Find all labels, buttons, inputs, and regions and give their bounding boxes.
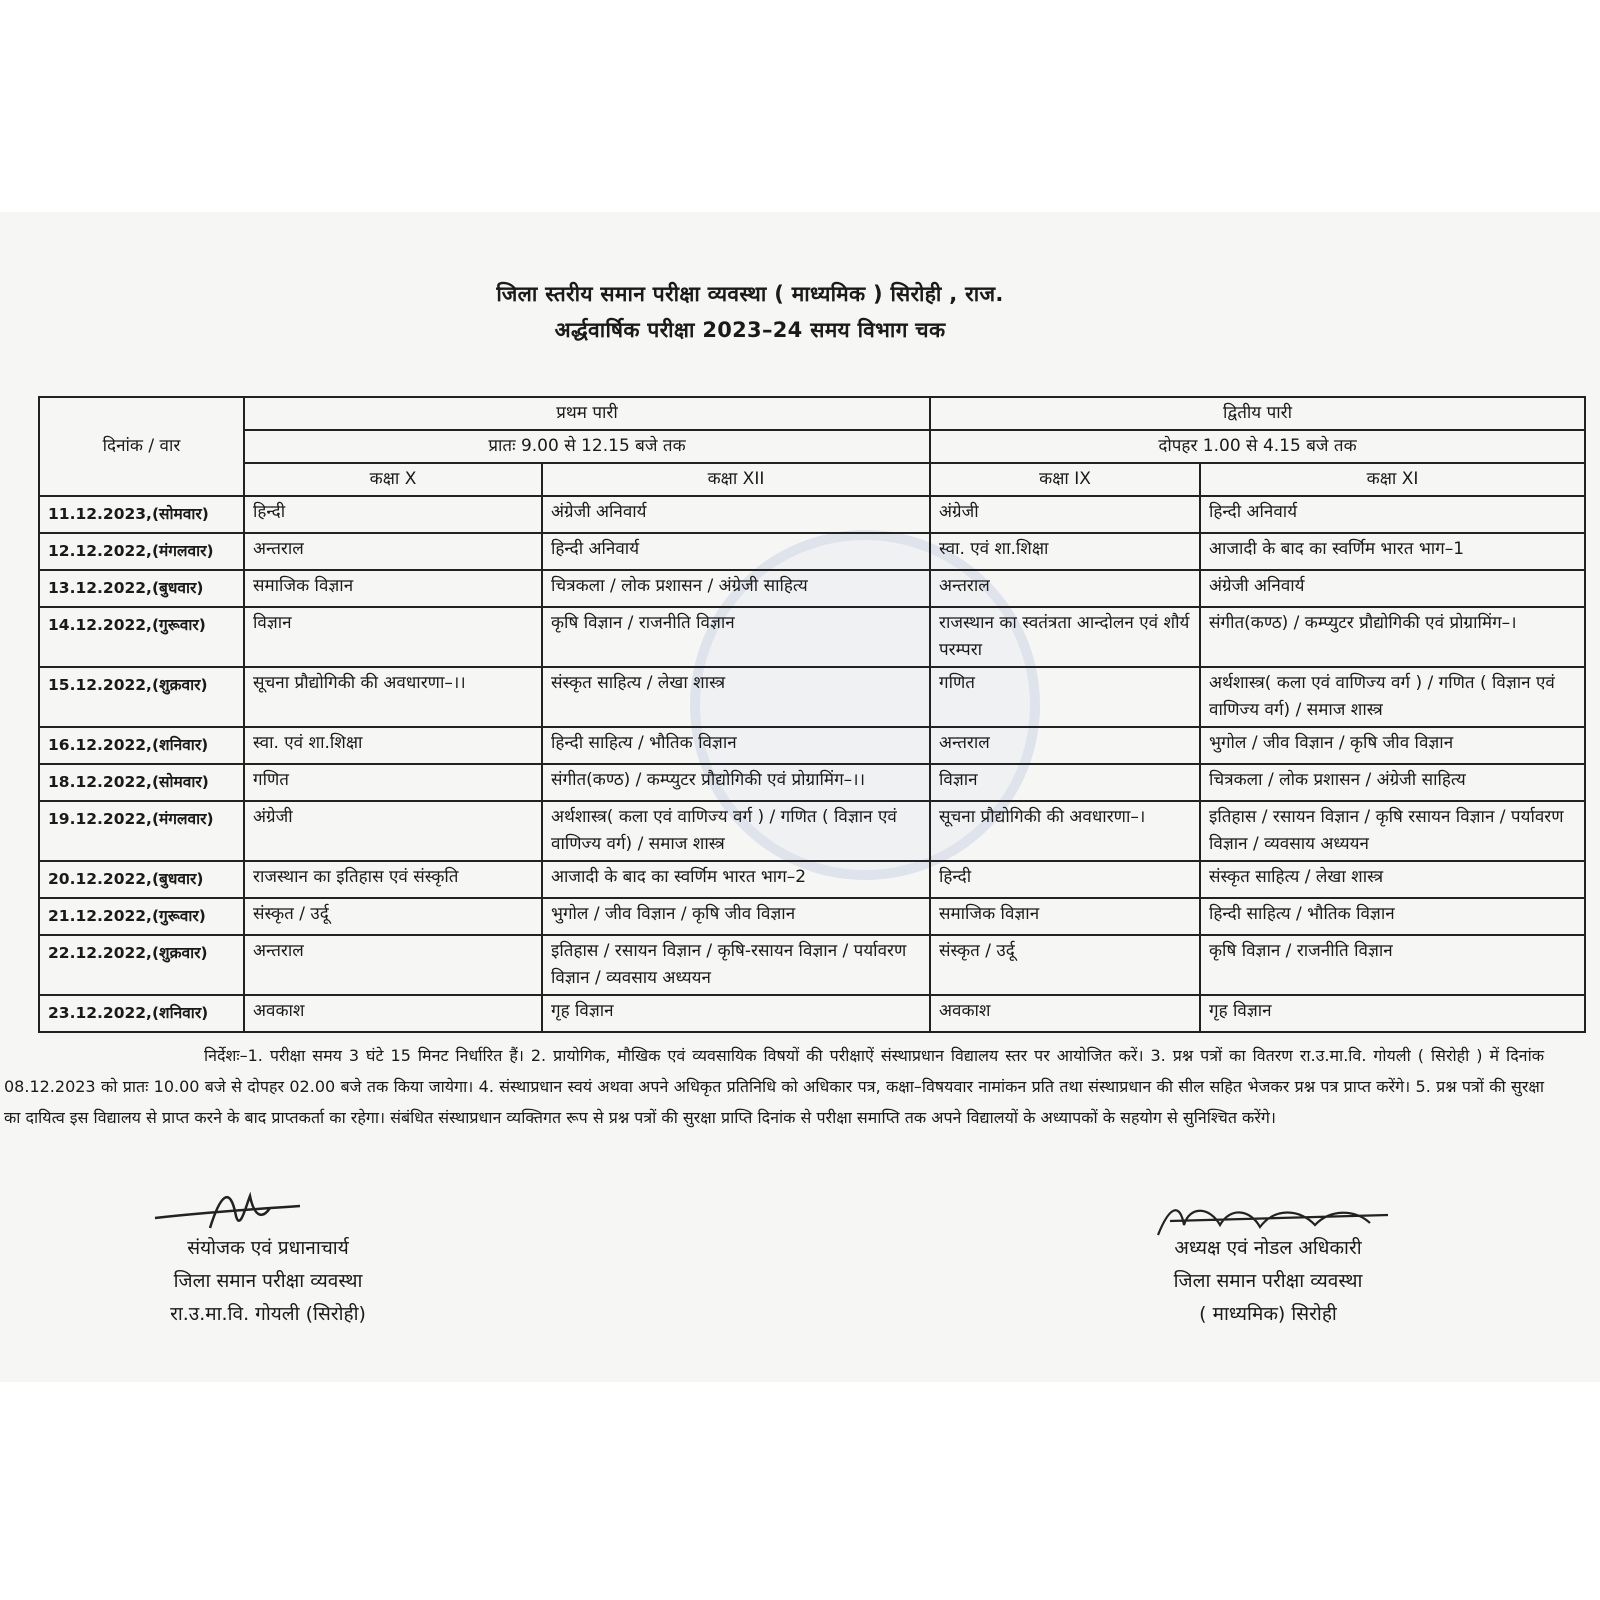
class-xii-cell: कृषि विज्ञान / राजनीति विज्ञान bbox=[542, 607, 930, 667]
class-xii-cell: अर्थशास्त्र( कला एवं वाणिज्य वर्ग ) / गणित ( विज्ञान एवं वाणिज्य वर्ग) / समाज शास्त्र bbox=[542, 801, 930, 861]
date-cell: 13.12.2022,(बुधवार) bbox=[39, 570, 244, 607]
table-row bbox=[39, 764, 1585, 801]
class-x-cell: राजस्थान का इतिहास एवं संस्कृति bbox=[244, 861, 542, 898]
class-xi-cell: हिन्दी अनिवार्य bbox=[1200, 496, 1585, 533]
class-x-cell: हिन्दी bbox=[244, 496, 542, 533]
class-xii-cell: संस्कृत साहित्य / लेखा शास्त्र bbox=[542, 667, 930, 727]
class-xi-header: कक्षा XI bbox=[1200, 463, 1585, 496]
date-cell: 19.12.2022,(मंगलवार) bbox=[39, 801, 244, 861]
class-x-cell: अंग्रेजी bbox=[244, 801, 542, 861]
table-row bbox=[39, 727, 1585, 764]
right-signatory-block bbox=[1118, 1232, 1418, 1331]
right-signatory-line: जिला समान परीक्षा व्यवस्था bbox=[1173, 1270, 1363, 1292]
date-header: दिनांक / वार bbox=[39, 397, 244, 496]
class-x-cell: संस्कृत / उर्दू bbox=[244, 898, 542, 935]
class-x-cell: अन्तराल bbox=[244, 935, 542, 995]
table-row bbox=[39, 935, 1585, 995]
class-xii-cell: हिन्दी साहित्य / भौतिक विज्ञान bbox=[542, 727, 930, 764]
class-xii-cell: अंग्रेजी अनिवार्य bbox=[542, 496, 930, 533]
class-ix-cell: सूचना प्रौद्योगिकी की अवधारणा–। bbox=[930, 801, 1200, 861]
date-cell: 16.12.2022,(शनिवार) bbox=[39, 727, 244, 764]
class-ix-cell: संस्कृत / उर्दू bbox=[930, 935, 1200, 995]
table-row bbox=[39, 607, 1585, 667]
class-xi-cell: इतिहास / रसायन विज्ञान / कृषि रसायन विज्ञान / पर्यावरण विज्ञान / व्यवसाय अध्ययन bbox=[1200, 801, 1585, 861]
class-xi-cell: भुगोल / जीव विज्ञान / कृषि जीव विज्ञान bbox=[1200, 727, 1585, 764]
class-ix-cell: समाजिक विज्ञान bbox=[930, 898, 1200, 935]
date-cell: 18.12.2022,(सोमवार) bbox=[39, 764, 244, 801]
class-xii-cell: चित्रकला / लोक प्रशासन / अंग्रेजी साहित्य bbox=[542, 570, 930, 607]
class-xi-cell: संगीत(कण्ठ) / कम्प्युटर प्रौद्योगिकी एवं प्रोग्रामिंग–। bbox=[1200, 607, 1585, 667]
class-xii-cell: संगीत(कण्ठ) / कम्प्युटर प्रौद्योगिकी एवं प्रोग्रामिंग–।। bbox=[542, 764, 930, 801]
left-signatory-line: संयोजक एवं प्रधानाचार्य bbox=[187, 1237, 349, 1259]
class-xi-cell: चित्रकला / लोक प्रशासन / अंग्रेजी साहित्य bbox=[1200, 764, 1585, 801]
class-xi-cell: आजादी के बाद का स्वर्णिम भारत भाग–1 bbox=[1200, 533, 1585, 570]
class-xi-cell: कृषि विज्ञान / राजनीति विज्ञान bbox=[1200, 935, 1585, 995]
class-x-cell: विज्ञान bbox=[244, 607, 542, 667]
class-x-cell: समाजिक विज्ञान bbox=[244, 570, 542, 607]
class-xi-cell: हिन्दी साहित्य / भौतिक विज्ञान bbox=[1200, 898, 1585, 935]
date-cell: 20.12.2022,(बुधवार) bbox=[39, 861, 244, 898]
shift2-time: दोपहर 1.00 से 4.15 बजे तक bbox=[930, 430, 1585, 463]
class-xii-cell: आजादी के बाद का स्वर्णिम भारत भाग–2 bbox=[542, 861, 930, 898]
class-ix-header: कक्षा IX bbox=[930, 463, 1200, 496]
class-xii-cell: भुगोल / जीव विज्ञान / कृषि जीव विज्ञान bbox=[542, 898, 930, 935]
table-row bbox=[39, 667, 1585, 727]
date-cell: 14.12.2022,(गुरूवार) bbox=[39, 607, 244, 667]
class-xi-cell: गृह विज्ञान bbox=[1200, 995, 1585, 1032]
class-xi-cell: अंग्रेजी अनिवार्य bbox=[1200, 570, 1585, 607]
class-ix-cell: अन्तराल bbox=[930, 570, 1200, 607]
table-row bbox=[39, 533, 1585, 570]
table-row bbox=[39, 995, 1585, 1032]
exam-timetable bbox=[38, 396, 1586, 1033]
class-xi-cell: अर्थशास्त्र( कला एवं वाणिज्य वर्ग ) / गणित ( विज्ञान एवं वाणिज्य वर्ग) / समाज शास्त्र bbox=[1200, 667, 1585, 727]
right-signatory-line: अध्यक्ष एवं नोडल अधिकारी bbox=[1174, 1237, 1362, 1259]
class-ix-cell: स्वा. एवं शा.शिक्षा bbox=[930, 533, 1200, 570]
date-cell: 23.12.2022,(शनिवार) bbox=[39, 995, 244, 1032]
class-x-cell: गणित bbox=[244, 764, 542, 801]
table-row bbox=[39, 898, 1585, 935]
shift1-label: प्रथम पारी bbox=[244, 397, 930, 430]
shift2-label: द्वितीय पारी bbox=[930, 397, 1585, 430]
table-row bbox=[39, 496, 1585, 533]
table-row bbox=[39, 801, 1585, 861]
class-xii-cell: इतिहास / रसायन विज्ञान / कृषि-रसायन विज्ञान / पर्यावरण विज्ञान / व्यवसाय अध्ययन bbox=[542, 935, 930, 995]
date-cell: 22.12.2022,(शुक्रवार) bbox=[39, 935, 244, 995]
class-ix-cell: अन्तराल bbox=[930, 727, 1200, 764]
shift1-time: प्रातः 9.00 से 12.15 बजे तक bbox=[244, 430, 930, 463]
table-row bbox=[39, 861, 1585, 898]
left-signatory-line: जिला समान परीक्षा व्यवस्था bbox=[173, 1270, 363, 1292]
table-row bbox=[39, 570, 1585, 607]
date-cell: 12.12.2022,(मंगलवार) bbox=[39, 533, 244, 570]
class-ix-cell: विज्ञान bbox=[930, 764, 1200, 801]
class-x-cell: सूचना प्रौद्योगिकी की अवधारणा–।। bbox=[244, 667, 542, 727]
class-xii-header: कक्षा XII bbox=[542, 463, 930, 496]
class-ix-cell: हिन्दी bbox=[930, 861, 1200, 898]
class-xi-cell: संस्कृत साहित्य / लेखा शास्त्र bbox=[1200, 861, 1585, 898]
class-xii-cell: गृह विज्ञान bbox=[542, 995, 930, 1032]
left-signatory-block bbox=[118, 1232, 418, 1331]
class-x-cell: स्वा. एवं शा.शिक्षा bbox=[244, 727, 542, 764]
class-x-header: कक्षा X bbox=[244, 463, 542, 496]
date-cell: 11.12.2023,(सोमवार) bbox=[39, 496, 244, 533]
right-signatory-line: ( माध्यमिक) सिरोही bbox=[1199, 1303, 1337, 1325]
class-ix-cell: अवकाश bbox=[930, 995, 1200, 1032]
class-ix-cell: राजस्थान का स्वतंत्रता आन्दोलन एवं शौर्य परम्परा bbox=[930, 607, 1200, 667]
left-signature bbox=[150, 1176, 310, 1236]
class-xii-cell: हिन्दी अनिवार्य bbox=[542, 533, 930, 570]
instructions-paragraph: निर्देशः–1. परीक्षा समय 3 घंटे 15 मिनट निर्धारित हैं। 2. प्रायोगिक, मौखिक एवं व्यवसायिक विषयों की परीक्षाऐं संस्थाप्रधान विद्यालय स्तर पर आयोजित करें। 3. प्रश्न पत्रों का वितरण रा.उ.मा.वि. गोयली ( सिरोही ) में दिनांक 08.12.2023 को प्रातः 10.00 बजे से दोपहर 02.00 बजे तक किया जायेगा। 4. संस्थाप्रधान स्वयं अथवा अपने अधिकृत प्रतिनिधि को अधिकार पत्र, कक्षा–विषयवार नामांकन प्रति तथा संस्थाप्रधान की सील सहित भेजकर प्रश्न पत्र प्राप्त करेंगे। 5. प्रश्न पत्रों की सुरक्षा का दायित्व इस विद्यालय से प्राप्त करने के बाद प्राप्तकर्ता का रहेगा। संबंधित संस्थाप्रधान व्यक्तिगत रूप से प्रश्न पत्रों की सुरक्षा प्राप्ति दिनांक से परीक्षा समाप्ति तक अपने विद्यालयों के अध्यापकों के सहयोग से सुनिश्चित करेंगे। bbox=[4, 1046, 1544, 1127]
class-x-cell: अवकाश bbox=[244, 995, 542, 1032]
left-signatory-line: रा.उ.मा.वि. गोयली (सिरोही) bbox=[170, 1303, 366, 1325]
class-ix-cell: अंग्रेजी bbox=[930, 496, 1200, 533]
class-x-cell: अन्तराल bbox=[244, 533, 542, 570]
class-ix-cell: गणित bbox=[930, 667, 1200, 727]
document-subtitle: अर्द्धवार्षिक परीक्षा 2023–24 समय विभाग चक bbox=[554, 318, 946, 342]
date-cell: 15.12.2022,(शुक्रवार) bbox=[39, 667, 244, 727]
date-cell: 21.12.2022,(गुरूवार) bbox=[39, 898, 244, 935]
document-title: जिला स्तरीय समान परीक्षा व्यवस्था ( माध्यमिक ) सिरोही , राज. bbox=[496, 282, 1004, 306]
